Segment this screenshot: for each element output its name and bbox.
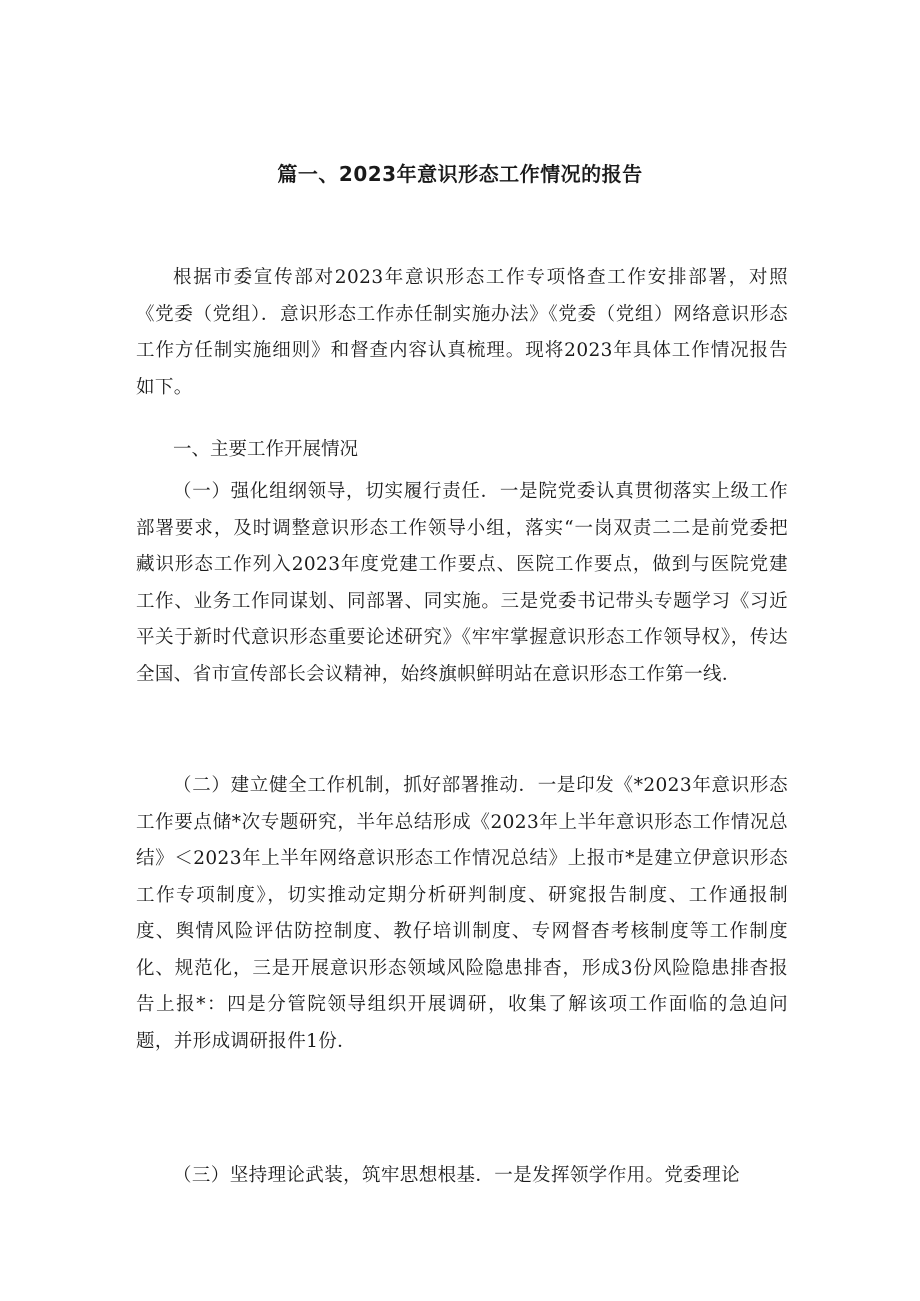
paragraph-theory-study: （三）坚持理论武装，筑牢思想根基．一是发挥领学作用。党委理论 xyxy=(173,1165,741,1186)
paragraph-work-mechanism: （二）建立健全工作机制，抓好部署推动．一是印发《*2023年意识形态工作要点储*次专题研究，半年总结形成《2023年上半年意识形态工作情况总结》＜2023年上半年网络意识形态工作情况总结》上报市*是建立伊意识形态工作专项制度》，切实推动定期分析研判制度、研窕报告制度、工作通报制度、舆情风险评估防控制度、教仔培训制度、专网督杳考核制度等工作制度化、规范化，三是开展意识形态领域风险隐患排杳，形成3份风险隐患排杳报告上报*：四是分管院领导组织开展调研，收集了解该项工作面临的急迫问题，并形成调研报件1份． xyxy=(136,775,788,1052)
paragraph-organization-leadership: （一）强化组纲领导，切实履行责任．一是院党委认真贯彻落实上级工作部署要求，及时调整意识形态工作领导小组，落实“一岗双责二二是前党委把藏识形态工作列入2023年度党建工作要点、医院工作要点，做到与医院党建工作、业务工作同谋划、同部署、同实施。三是党委书记带头专题学习《习近平关于新时代意识形态重要论述研究》《牢牢掌握意识形态工作领导权》，传达全国、省市宣传部长会议精神，始终旗帜鲜明站在意识形态工作第一线． xyxy=(136,481,788,685)
section-heading: 一、主要工作开展情况 xyxy=(173,439,359,460)
document-title: 篇一、2023年意识形态工作情况的报告 xyxy=(277,162,643,186)
intro-paragraph: 根据市委宣传部对2023年意识形态工作专项恪查工作安排部署，对照《党委（党组）．意识形态工作赤任制实施办法》《党委（党组）网络意识形态工作方任制实施细则》和督查内容认真梳理。现将2023年具体工作情况报告如下。 xyxy=(136,267,788,398)
